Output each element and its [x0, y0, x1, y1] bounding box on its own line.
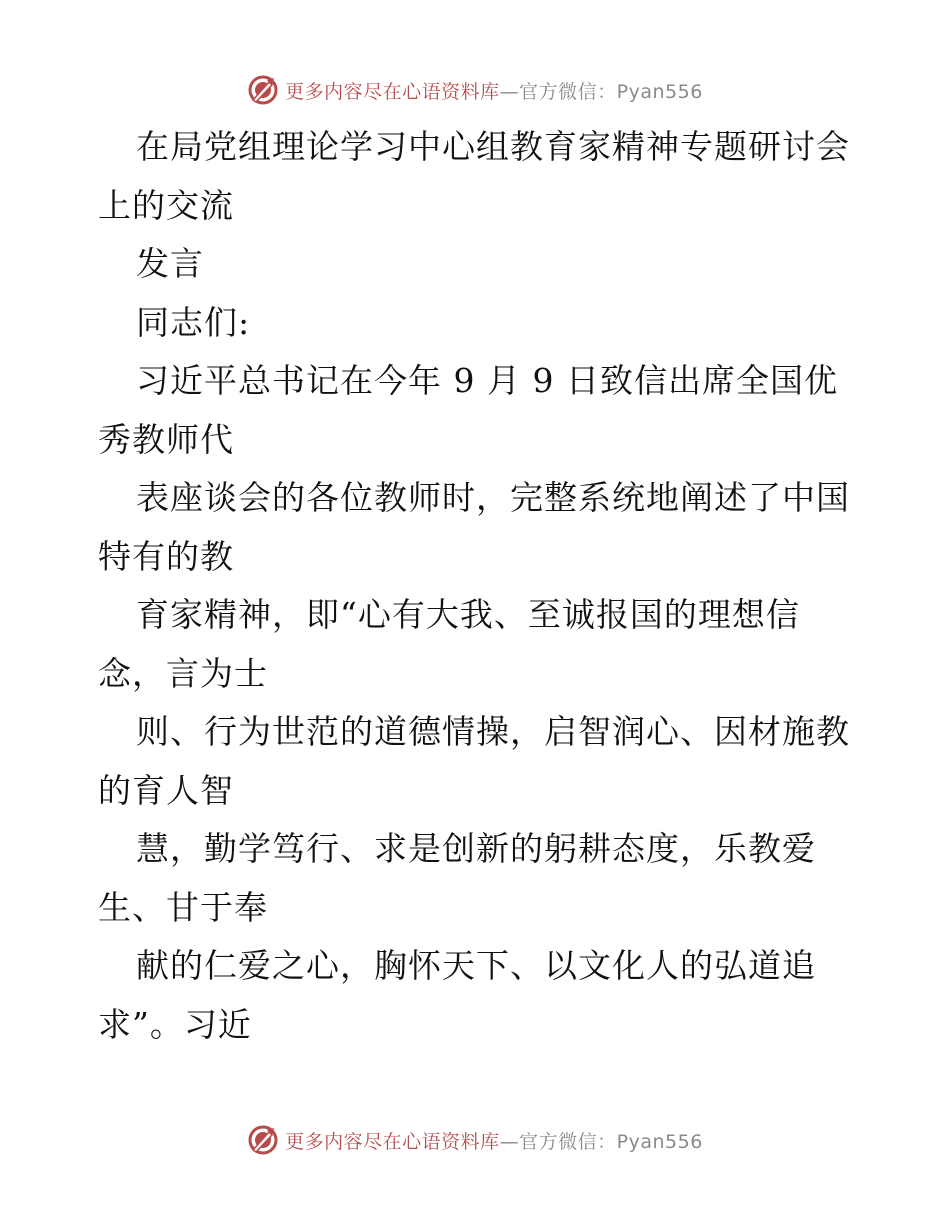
document-line: 的育人智	[98, 770, 234, 810]
watermark-text: 更多内容尽在心语资料库—官方微信：Pyan556	[285, 80, 703, 103]
document-line: 秀教师代	[98, 419, 234, 459]
watermark-text: 更多内容尽在心语资料库—官方微信：Pyan556	[285, 1130, 703, 1153]
document-line: 在局党组理论学习中心组教育家精神专题研讨会	[136, 127, 850, 166]
document-line: 求”。习近	[98, 1004, 252, 1044]
document-line: 献的仁爱之心，胸怀天下、以文化人的弘道追	[136, 946, 816, 985]
document-line: 特有的教	[98, 536, 234, 576]
document-line: 发言	[136, 244, 204, 283]
document-line: 上的交流	[98, 185, 234, 225]
document-line: 念，言为士	[98, 653, 268, 693]
document-line: 生、甘于奉	[98, 887, 268, 927]
document-line: 育家精神，即“心有大我、至诚报国的理想信	[136, 595, 800, 634]
document-line: 同志们:	[136, 302, 251, 342]
document-line: 习近平总书记在今年 9 月 9 日致信出席全国优	[136, 361, 838, 400]
watermark-banner-top	[0, 72, 950, 108]
watermark-banner-bottom	[0, 1122, 950, 1158]
document-line: 慧，勤学笃行、求是创新的躬耕态度，乐教爱	[136, 829, 816, 868]
quill-pen-logo-icon	[247, 74, 279, 106]
document-body	[98, 118, 858, 1054]
document-line: 则、行为世范的道德情操，启智润心、因材施教	[136, 712, 850, 751]
quill-pen-logo-icon	[247, 1124, 279, 1156]
document-line: 表座谈会的各位教师时，完整系统地阐述了中国	[136, 478, 850, 517]
